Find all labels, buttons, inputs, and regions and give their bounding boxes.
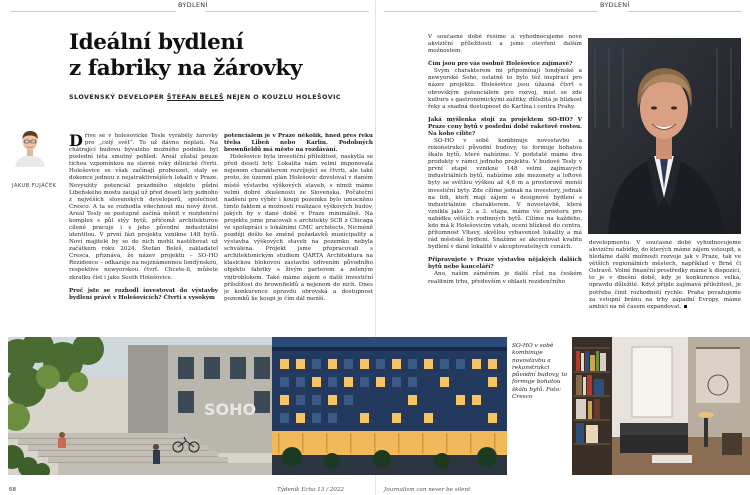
answer-4-continued <box>589 240 741 311</box>
question-1: Proč jste se rozhodl investovat do výstavby bydlení právě v Holešovicích? Čtvrti s vysokým <box>69 287 218 301</box>
photo-caption: SO-HO v sobě kombinuje novostavbu a rekonstrukci původní budovy, to formuje bohatou škálu bytů. Foto: Cresco <box>512 343 568 401</box>
top-rule-left-b <box>206 11 369 12</box>
answer-2: Svým charakterem mi připomínají londýnské a newyorské Soho, ostatně to bylo též inspirací pro název projektu. Holešovice jsou úžasná čtvrť s obrovským potenciálem pro rozvoj, míst se zde kulturu s gastronomickými zážitky, důležitá je blízkost řeky a snadná dostupnost do Karlína i centra Prahy. <box>428 68 582 110</box>
end-mark-icon <box>684 305 687 308</box>
interior-image <box>572 337 750 475</box>
headline-line-2: z fabriky na žárovky <box>69 56 303 81</box>
answer-1: Holešovice byla investiční příležitost, naskytla se před deseti lety. Lokalita nám velmi imponovala nejenom charakterem rozvíjející se čtvrti, ale také proto, že územní plán Holešovic dovoloval v daném místě výstavbu výškových staveb, s nimiž máme velmi dobré zkušenosti ze Slovenska. Počáteční nadšení pro výběr i koupi pozemku bylo umocněno tímto faktem a možností realizace výškových budov, jakých by v dané době v Praze minimálně. Na projektu jsme pracovali s architekty SCB z Chicaga ve spolupráci s lokálními CMC architects. Nicméně později došlo ke změně požadavků municipality a výstavba výškových staveb na pozemku nebyla schválena. Projekt jsme přepracovali s architektonickým studiem QARTA Architektura na klasickou blokovou zástavbu odivením původního objektu fabriky s živým parterem a zeleným vnitroblokem. Také máme zájem o další investiční příležitost do brownfieldů a nejenom do nich. Dnes je konkurence opravdu obrovská a dostupnost pozemků ke koupi je čím dál menší. <box>224 154 373 302</box>
deck-prefix: SLOVENSKÝ DEVELOPER <box>69 94 167 101</box>
night-building-image <box>272 337 507 475</box>
article-column-1 <box>69 133 218 335</box>
courtyard-stairs-image <box>8 337 272 475</box>
answer-1-continued: V současné době řešíme a vyhodnocujeme nové akviziční příležitosti a jsme otevřeni dalším možnostem. <box>428 34 582 55</box>
answer-3: SO-HO v sobě kombinuje novostavbu a rekonstrukci původní budovy, to formuje bohatou škálu bytů, které nabízíme. V podstatě máme dva produkty v rámci jednoho projektu. V budově Tesly v první etapě vznikne 148 velmi zajímavých industriálních bytů, nabízíme zde mezonety a loftové byty se světlou výškou až 4,6 m a prostorově menší investiční byty. Zde cílíme jednak na investory, jednak na lidi, kteří mají zájem o designové bydlení s industriálním charakterem. V novostavbě, která vznikla jako 2. a 3. etapa, máme víc prostoru pro nabídku větších rodinných bytů. Cílíme na každého, kdo má k Holešovicím vztah, oceni blízkost do centra, přítomnost Vltavy, skvělou vybavenost lokality a má rád městské bydlení. Snažíme se akcentovat kvalitu bydlení v dané lokalitě v akceptovatelných cenách. <box>428 138 582 251</box>
portrait-image <box>588 38 741 234</box>
deck-person-name: ŠTEFAN BELEŠ <box>166 94 224 101</box>
magazine-issue: Týdeník Echo 13 / 2022 <box>277 487 345 493</box>
question-2: Čím jsou pro vás osobně Holešovice zajímavé? <box>428 61 573 68</box>
question-1-continued: potenciálem je v Praze několik, hned přes řeku třeba Libeň nebo Karlín. Podobných brownfieldů má město na rozdávání. <box>224 133 373 154</box>
drop-cap: D <box>69 133 83 150</box>
headline-line-1: Ideální bydlení <box>69 30 244 55</box>
question-4: Připravujete v Praze výstavbu nějakých dalších bytů nebo kanceláří? <box>428 257 582 271</box>
intro-text: říve se v holešovické Tesle vyráběly žárovky pro „celý svět“. To už dávno neplatí. Na chátrající budovu bývalého možného podniku byl poslední léta smutný pohled. Areál zůstal pouze tichou vzpomínkou na slavné roky dělnické čtvrti. Holešovice se však začínají probouzet, staly se dokonce jednou z nejatraktivnějších lokalit v Praze. Nevyužitý potenciál prázdného objektu půdní Libeňského mostu zaujal už před deseti lety jednoho z nejvěších slovenských developerů, společnost Cresco. A ta se rozhodla vdechnout mu nový život. Areál Tesly se postupně začíná měnit v rezidenční komplex s půl stýy bytů, přičemž architekturou cílené pracuje i s jeho původní industriální identitou. V první fázi projektu vznikne 148 bytů. Noví majitelé by se do nich mohli nastěhovat už začátkem roku 2024. Štefan Beleš, zakladatel Cresca, přiznává, že název projektu – SO-HO Rezidence – odkazuje na nejznámennou londýnskou, respektive newyorskou čtvrť. Chcete-li, můžete zkratku číst i jako South Holešovice. <box>69 133 218 281</box>
author-photo-image <box>13 127 47 167</box>
article-deck <box>69 94 369 101</box>
deck-suffix: NEJEN O KOUZLU HOLEŠOVIC <box>223 94 342 101</box>
article-headline <box>69 30 369 82</box>
top-rule-left-a <box>10 11 176 12</box>
top-rule-right-b <box>628 11 742 12</box>
article-column-4 <box>589 240 741 340</box>
top-rule-right-a <box>384 11 598 12</box>
section-tag-left: BYDLENÍ <box>178 1 208 9</box>
section-tag-right: BYDLENÍ <box>600 1 630 9</box>
question-3: Jaká myšlenka stojí za projektem SO-HO? V Praze ceny bytů v poslední době raketově rostou. Na koho cílíte? <box>428 116 582 137</box>
svg-text:SOHO: SOHO <box>204 400 257 419</box>
magazine-slogan: Journalism can never be silent <box>384 487 471 493</box>
answer-4: Ano, našim záměrem je další růst na českém realitním trhu, především v oblasti rezidenčního <box>428 271 582 285</box>
article-column-3 <box>428 34 582 339</box>
article-column-2 <box>224 133 373 335</box>
author-name: JAKUB FUJÁČEK <box>12 183 57 189</box>
answer-4-continued-text: developmentu. V současné době vyhodnocujeme akviziční nabídky, do kterých máme zájem vstoupit, a hledáme další možnosti rozvoje jak v Praze, tak ve větších regionálních městech, například v Brně či Ostravě. Volné finanční prostředky máme k dispozici, to je v dnešní době, kdy je konkurence velká, opravdu důležité. Když přijde zajímavá příležitost, je potřeba čínit rozhodnutí rychle. Praha považujeme za vstupní bránu na trhy západní Evropy, máme ambici na ně časem expandovat. <box>589 240 741 310</box>
intro-paragraph <box>69 133 218 282</box>
page-number: 68 <box>9 487 17 493</box>
